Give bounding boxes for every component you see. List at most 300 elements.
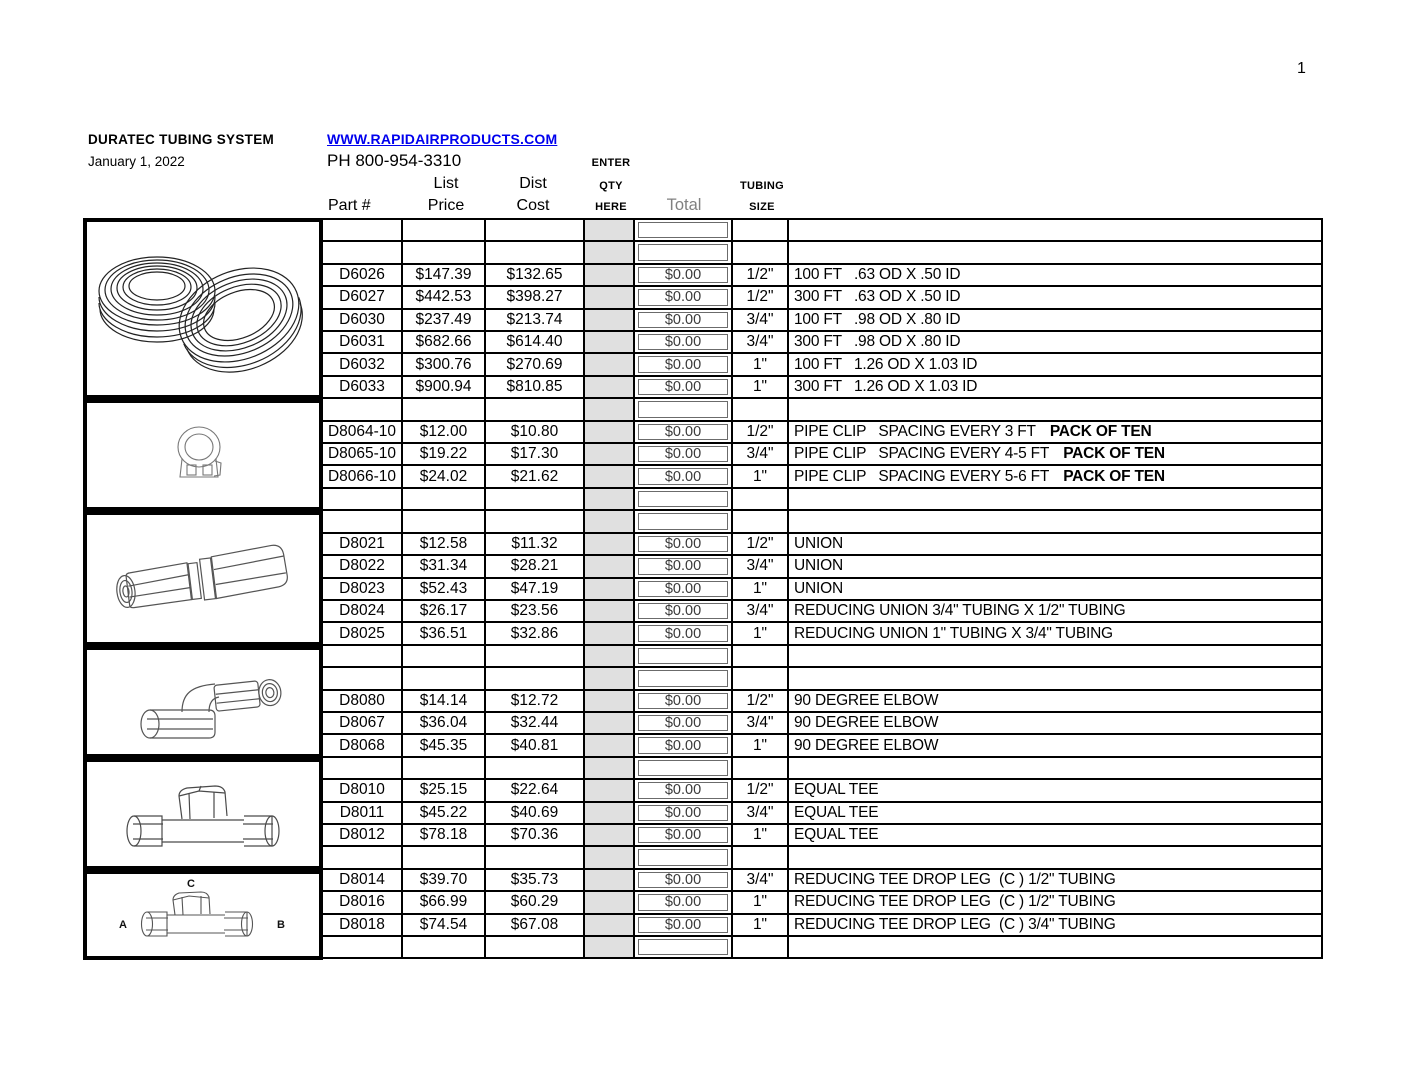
tubing-size-cell: 1" [733,892,789,912]
table-row [323,735,1323,757]
qty-entry-cell[interactable] [585,735,635,755]
part-number-cell: D8010 [323,780,403,800]
description-text: REDUCING TEE DROP LEG (C ) 1/2" TUBING [794,893,1116,911]
description-text: 100 FT .98 OD X .80 ID [794,310,961,328]
description-cell [789,534,1323,554]
table-row [323,825,1323,847]
qty-entry-cell[interactable] [585,803,635,823]
part-number-cell: D8064-10 [323,422,403,442]
part-number-cell [323,758,403,778]
total-cell [635,713,733,733]
total-value: $0.00 [638,715,728,731]
qty-entry-cell[interactable] [585,601,635,621]
tubing-size-cell: 1/2" [733,534,789,554]
part-number-cell: D8014 [323,870,403,890]
qty-entry-cell[interactable] [585,511,635,531]
col-header-part: Part # [328,197,371,214]
dist-cost-cell: $17.30 [486,444,585,464]
website-link[interactable]: WWW.RAPIDAIRPRODUCTS.COM [327,131,558,147]
total-value: $0.00 [638,356,728,372]
description-cell [789,489,1323,509]
table-row [323,265,1323,287]
table-row [323,579,1323,601]
description-cell [789,310,1323,330]
list-price-cell [403,758,486,778]
part-number-cell: D8012 [323,825,403,845]
table-row [323,646,1323,668]
pipe-clip-drawing [87,403,319,507]
list-price-cell: $25.15 [403,780,486,800]
part-number-cell [323,511,403,531]
description-text: 90 DEGREE ELBOW [794,736,939,754]
tubing-size-cell: 1" [733,579,789,599]
dist-cost-cell: $32.44 [486,713,585,733]
rows-pipe-clip [323,399,1323,511]
part-number-cell: D8067 [323,713,403,733]
section-union [83,511,1323,645]
description-cell [789,668,1323,688]
tubing-coils-drawing [87,223,319,394]
list-price-cell: $24.02 [403,466,486,486]
list-price-cell: $39.70 [403,870,486,890]
list-price-cell: $74.54 [403,915,486,935]
list-price-cell [403,399,486,419]
total-value: $0.00 [638,872,728,888]
description-bold-text: PACK OF TEN [1063,445,1165,463]
total-cell [635,668,733,688]
table-row [323,422,1323,444]
description-text: 90 DEGREE ELBOW [794,691,939,709]
total-cell [635,444,733,464]
total-value: $0.00 [638,693,728,709]
description-cell [789,758,1323,778]
total-cell [635,579,733,599]
total-cell [635,220,733,240]
qty-entry-cell[interactable] [585,534,635,554]
tubing-size-cell: 1/2" [733,780,789,800]
tubing-size-cell [733,758,789,778]
description-text: 300 FT .63 OD X .50 ID [794,288,961,306]
description-text: REDUCING UNION 3/4" TUBING X 1/2" TUBING [794,602,1126,620]
rows-reducing-tee [323,870,1323,960]
qty-entry-cell[interactable] [585,579,635,599]
dist-cost-cell: $10.80 [486,422,585,442]
list-price-cell: $12.58 [403,534,486,554]
part-number-cell [323,489,403,509]
description-text: REDUCING TEE DROP LEG (C ) 3/4" TUBING [794,915,1116,933]
total-cell [635,892,733,912]
description-cell [789,422,1323,442]
dist-cost-cell: $213.74 [486,310,585,330]
tubing-size-cell: 3/4" [733,556,789,576]
total-value [638,244,728,260]
description-cell [789,892,1323,912]
total-cell [635,332,733,352]
list-price-cell: $147.39 [403,265,486,285]
part-number-cell: D6033 [323,377,403,397]
total-value [638,401,728,417]
qty-entry-cell[interactable] [585,310,635,330]
dist-cost-cell [486,668,585,688]
qty-entry-cell[interactable] [585,713,635,733]
col-header-dist: Dist [519,175,547,192]
total-value: $0.00 [638,267,728,283]
table-row [323,915,1323,937]
tubing-size-cell: 1/2" [733,265,789,285]
total-cell [635,489,733,509]
total-value: $0.00 [638,424,728,440]
list-price-cell: $12.00 [403,422,486,442]
part-number-cell: D8025 [323,623,403,643]
table-row [323,466,1323,488]
description-cell [789,579,1323,599]
table-row [323,377,1323,399]
equal-tee-image [83,758,323,870]
total-cell [635,646,733,666]
tubing-size-cell [733,489,789,509]
col-header-tubing: TUBING [740,180,784,192]
tubing-size-cell [733,646,789,666]
list-price-cell: $237.49 [403,310,486,330]
tubing-size-cell: 1/2" [733,422,789,442]
list-price-cell [403,489,486,509]
total-cell [635,937,733,957]
description-text: UNION [794,534,843,552]
phone-number: PH 800-954-3310 [327,151,462,170]
dist-cost-cell [486,758,585,778]
total-value: $0.00 [638,805,728,821]
dist-cost-cell: $132.65 [486,265,585,285]
description-text: 300 FT 1.26 OD X 1.03 ID [794,378,978,396]
col-header-qty: QTY [599,180,623,192]
port-b-label: B [277,918,285,931]
qty-entry-cell[interactable] [585,646,635,666]
total-cell [635,915,733,935]
table-row [323,287,1323,309]
col-header-size: SIZE [749,201,775,213]
list-price-cell [403,646,486,666]
list-price-cell [403,847,486,867]
total-cell [635,422,733,442]
list-price-cell: $45.35 [403,735,486,755]
total-cell [635,556,733,576]
table-row [323,332,1323,354]
section-reducing-tee [83,870,1323,960]
col-header-enter: ENTER [591,157,631,169]
qty-entry-cell[interactable] [585,354,635,374]
qty-entry-cell[interactable] [585,668,635,688]
total-cell [635,265,733,285]
qty-entry-cell[interactable] [585,466,635,486]
total-value [638,939,728,955]
tubing-size-cell [733,242,789,262]
part-number-cell: D8016 [323,892,403,912]
total-value [638,513,728,529]
description-cell [789,870,1323,890]
tubing-size-cell: 3/4" [733,332,789,352]
description-text: 300 FT .98 OD X .80 ID [794,333,961,351]
tubing-size-cell: 1" [733,623,789,643]
description-cell [789,242,1323,262]
total-cell [635,825,733,845]
tubing-size-cell: 1" [733,377,789,397]
dist-cost-cell [486,937,585,957]
table-row [323,780,1323,802]
list-price-cell: $26.17 [403,601,486,621]
total-value: $0.00 [638,603,728,619]
description-text: 100 FT .63 OD X .50 ID [794,266,961,284]
description-cell [789,646,1323,666]
port-a-label: A [119,918,127,931]
description-text: EQUAL TEE [794,826,879,844]
total-cell [635,310,733,330]
tubing-size-cell: 3/4" [733,444,789,464]
description-text: 100 FT 1.26 OD X 1.03 ID [794,355,978,373]
qty-entry-cell[interactable] [585,915,635,935]
total-value: $0.00 [638,625,728,641]
description-cell [789,847,1323,867]
part-number-cell: D6031 [323,332,403,352]
qty-entry-cell[interactable] [585,780,635,800]
description-text: REDUCING UNION 1" TUBING X 3/4" TUBING [794,624,1113,642]
description-cell [789,287,1323,307]
total-cell [635,466,733,486]
table-row [323,803,1323,825]
tubing-size-cell: 3/4" [733,803,789,823]
qty-entry-cell[interactable] [585,422,635,442]
tubing-size-cell: 1" [733,825,789,845]
table-row [323,601,1323,623]
col-header-price: Price [427,197,465,214]
total-value: $0.00 [638,312,728,328]
table-row [323,668,1323,690]
table-row [323,310,1323,332]
section-equal-tee [83,758,1323,870]
table-row [323,220,1323,242]
description-bold-text: PACK OF TEN [1049,422,1152,440]
total-cell [635,847,733,867]
list-price-cell: $442.53 [403,287,486,307]
part-number-cell: D8024 [323,601,403,621]
price-table [83,218,1323,960]
table-row [323,556,1323,578]
rows-equal-tee [323,758,1323,870]
qty-entry-cell[interactable] [585,377,635,397]
section-tubing [83,218,1323,399]
qty-entry-cell[interactable] [585,691,635,711]
part-number-cell: D6027 [323,287,403,307]
part-number-cell [323,242,403,262]
description-cell [789,735,1323,755]
qty-entry-cell[interactable] [585,220,635,240]
dist-cost-cell: $40.81 [486,735,585,755]
rows-elbow [323,646,1323,758]
dist-cost-cell [486,242,585,262]
qty-entry-cell[interactable] [585,287,635,307]
qty-entry-cell[interactable] [585,937,635,957]
description-text: PIPE CLIP SPACING EVERY 3 FT [794,422,1036,440]
part-number-cell: D8023 [323,579,403,599]
reducing-tee-image [83,870,323,960]
document-date: January 1, 2022 [88,154,185,169]
list-price-cell: $682.66 [403,332,486,352]
dist-cost-cell: $60.29 [486,892,585,912]
total-value: $0.00 [638,334,728,350]
total-cell [635,354,733,374]
description-cell [789,556,1323,576]
dist-cost-cell: $47.19 [486,579,585,599]
description-text: PIPE CLIP SPACING EVERY 4-5 FT [794,445,1050,463]
list-price-cell: $45.22 [403,803,486,823]
part-number-cell [323,847,403,867]
part-number-cell [323,220,403,240]
dist-cost-cell: $28.21 [486,556,585,576]
description-cell [789,399,1323,419]
total-value [638,760,728,776]
table-row [323,870,1323,892]
list-price-cell: $66.99 [403,892,486,912]
description-cell [789,220,1323,240]
tubing-size-cell [733,937,789,957]
total-cell [635,399,733,419]
qty-entry-cell[interactable] [585,242,635,262]
total-value: $0.00 [638,446,728,462]
tubing-size-cell [733,847,789,867]
qty-entry-cell[interactable] [585,870,635,890]
total-value: $0.00 [638,917,728,933]
list-price-cell: $900.94 [403,377,486,397]
tubing-size-cell [733,220,789,240]
total-value: $0.00 [638,782,728,798]
dist-cost-cell: $35.73 [486,870,585,890]
tubing-size-cell [733,511,789,531]
table-row [323,937,1323,959]
col-header-here: HERE [595,201,627,213]
total-cell [635,758,733,778]
total-cell [635,803,733,823]
list-price-cell: $31.34 [403,556,486,576]
description-cell [789,354,1323,374]
elbow-drawing [87,650,319,754]
qty-entry-cell[interactable] [585,265,635,285]
list-price-cell: $36.51 [403,623,486,643]
description-cell [789,937,1323,957]
description-cell [789,803,1323,823]
qty-entry-cell[interactable] [585,825,635,845]
total-cell [635,242,733,262]
qty-entry-cell[interactable] [585,758,635,778]
part-number-cell [323,668,403,688]
part-number-cell [323,399,403,419]
tubing-size-cell: 1" [733,735,789,755]
total-value: $0.00 [638,894,728,910]
table-row [323,534,1323,556]
table-row [323,489,1323,511]
description-cell [789,332,1323,352]
qty-entry-cell[interactable] [585,489,635,509]
list-price-cell [403,937,486,957]
total-cell [635,287,733,307]
dist-cost-cell: $67.08 [486,915,585,935]
part-number-cell: D8066-10 [323,466,403,486]
description-text: REDUCING TEE DROP LEG (C ) 1/2" TUBING [794,870,1116,888]
union-image [83,511,323,645]
table-row [323,444,1323,466]
dist-cost-cell [486,489,585,509]
table-row [323,354,1323,376]
dist-cost-cell [486,511,585,531]
list-price-cell: $300.76 [403,354,486,374]
part-number-cell: D8011 [323,803,403,823]
dist-cost-cell [486,646,585,666]
rows-union [323,511,1323,645]
total-cell [635,870,733,890]
rows-tubing [323,218,1323,399]
list-price-cell [403,220,486,240]
dist-cost-cell: $70.36 [486,825,585,845]
description-text: UNION [794,579,843,597]
qty-entry-cell[interactable] [585,332,635,352]
description-text: PIPE CLIP SPACING EVERY 5-6 FT [794,467,1050,485]
tubing-size-cell: 1" [733,915,789,935]
table-row [323,691,1323,713]
dist-cost-cell: $32.86 [486,623,585,643]
qty-entry-cell[interactable] [585,444,635,464]
description-cell [789,915,1323,935]
union-drawing [87,516,319,642]
list-price-cell: $14.14 [403,691,486,711]
list-price-cell [403,242,486,262]
part-number-cell: D8080 [323,691,403,711]
total-cell [635,623,733,643]
dist-cost-cell: $810.85 [486,377,585,397]
section-elbow [83,646,1323,758]
col-header-list: List [433,175,459,192]
table-row [323,242,1323,264]
description-text: EQUAL TEE [794,781,879,799]
tubing-size-cell: 1" [733,354,789,374]
description-cell [789,623,1323,643]
col-header-total: Total [666,196,702,214]
qty-entry-cell[interactable] [585,892,635,912]
total-value [638,222,728,238]
table-row [323,713,1323,735]
qty-entry-cell[interactable] [585,847,635,867]
list-price-cell [403,668,486,688]
description-cell [789,691,1323,711]
total-value: $0.00 [638,827,728,843]
description-text: EQUAL TEE [794,803,879,821]
part-number-cell: D6026 [323,265,403,285]
tubing-size-cell: 3/4" [733,870,789,890]
part-number-cell [323,937,403,957]
description-cell [789,265,1323,285]
list-price-cell [403,511,486,531]
elbow-image [83,646,323,758]
list-price-cell: $36.04 [403,713,486,733]
port-c-label: C [187,877,195,890]
tubing-size-cell [733,399,789,419]
table-row [323,847,1323,869]
tubing-size-cell: 1" [733,466,789,486]
qty-entry-cell[interactable] [585,623,635,643]
total-value: $0.00 [638,289,728,305]
total-cell [635,601,733,621]
part-number-cell: D8021 [323,534,403,554]
description-cell [789,444,1323,464]
qty-entry-cell[interactable] [585,399,635,419]
qty-entry-cell[interactable] [585,556,635,576]
